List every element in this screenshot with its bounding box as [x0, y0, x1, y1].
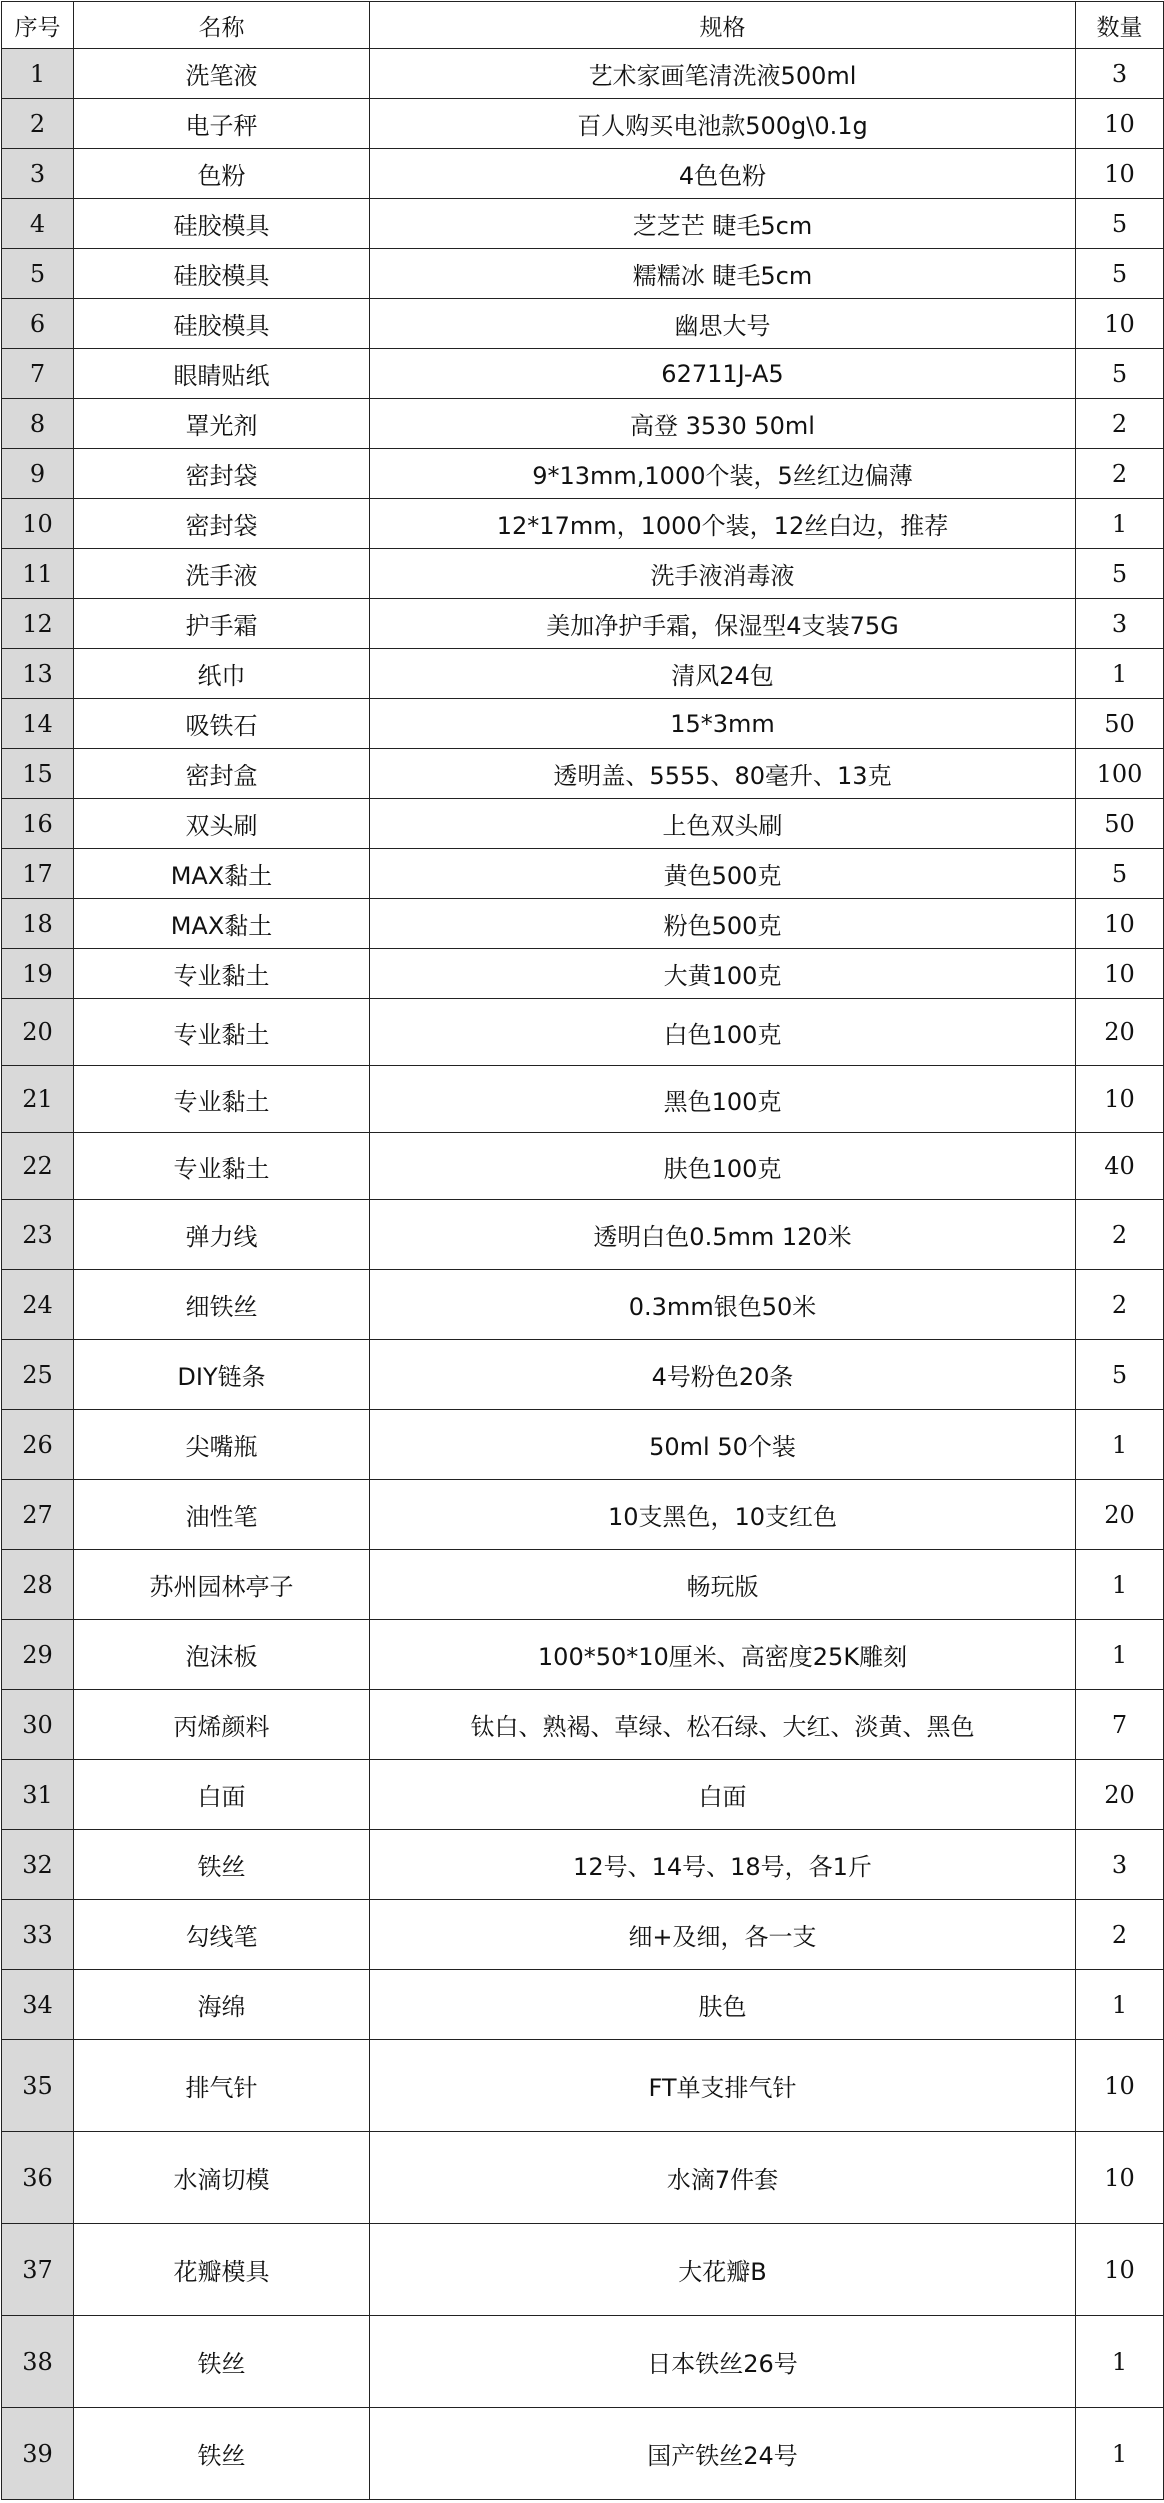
table-row — [2, 499, 1164, 549]
row-spec: 清风24包 — [370, 649, 1076, 699]
header-index: 序号 — [2, 2, 74, 49]
table-row — [2, 349, 1164, 399]
row-index: 2 — [2, 99, 74, 149]
table-row — [2, 299, 1164, 349]
row-index: 26 — [2, 1410, 74, 1480]
row-qty: 1 — [1076, 649, 1164, 699]
row-qty: 10 — [1076, 99, 1164, 149]
table-row — [2, 1200, 1164, 1270]
table-row — [2, 2132, 1164, 2224]
table-row — [2, 649, 1164, 699]
row-index: 34 — [2, 1970, 74, 2040]
row-index: 30 — [2, 1690, 74, 1760]
row-index: 13 — [2, 649, 74, 699]
table-row — [2, 1480, 1164, 1550]
row-name: 洗手液 — [74, 549, 370, 599]
row-name: 硅胶模具 — [74, 199, 370, 249]
row-name: 苏州园林亭子 — [74, 1550, 370, 1620]
row-name: 海绵 — [74, 1970, 370, 2040]
row-spec: 水滴7件套 — [370, 2132, 1076, 2224]
row-spec: 大花瓣B — [370, 2224, 1076, 2316]
row-qty: 10 — [1076, 1066, 1164, 1133]
row-name: 铁丝 — [74, 1830, 370, 1900]
row-spec: 10支黑色，10支红色 — [370, 1480, 1076, 1550]
row-name: 罩光剂 — [74, 399, 370, 449]
row-spec: 100*50*10厘米、高密度25K雕刻 — [370, 1620, 1076, 1690]
row-name: 尖嘴瓶 — [74, 1410, 370, 1480]
row-name: 硅胶模具 — [74, 249, 370, 299]
row-qty: 3 — [1076, 599, 1164, 649]
table-row — [2, 2408, 1164, 2500]
row-spec: 糯糯冰 睫毛5cm — [370, 249, 1076, 299]
table-row — [2, 999, 1164, 1066]
table-row — [2, 1690, 1164, 1760]
row-name: 泡沫板 — [74, 1620, 370, 1690]
row-spec: 美加净护手霜，保湿型4支装75G — [370, 599, 1076, 649]
row-qty: 10 — [1076, 2040, 1164, 2132]
row-qty: 10 — [1076, 899, 1164, 949]
row-index: 7 — [2, 349, 74, 399]
row-spec: 12号、14号、18号，各1斤 — [370, 1830, 1076, 1900]
row-index: 22 — [2, 1133, 74, 1200]
header-qty: 数量 — [1076, 2, 1164, 49]
row-name: 密封袋 — [74, 449, 370, 499]
table-row — [2, 399, 1164, 449]
row-spec: 上色双头刷 — [370, 799, 1076, 849]
row-spec: 畅玩版 — [370, 1550, 1076, 1620]
row-spec: 62711J-A5 — [370, 349, 1076, 399]
row-qty: 2 — [1076, 1900, 1164, 1970]
row-spec: 幽思大号 — [370, 299, 1076, 349]
row-spec: 肤色100克 — [370, 1133, 1076, 1200]
row-index: 38 — [2, 2316, 74, 2408]
table-row — [2, 1340, 1164, 1410]
row-index: 36 — [2, 2132, 74, 2224]
row-index: 21 — [2, 1066, 74, 1133]
row-spec: 透明盖、5555、80毫升、13克 — [370, 749, 1076, 799]
row-name: 专业黏土 — [74, 1066, 370, 1133]
row-qty: 10 — [1076, 2224, 1164, 2316]
row-qty: 100 — [1076, 749, 1164, 799]
row-index: 37 — [2, 2224, 74, 2316]
row-name: 电子秤 — [74, 99, 370, 149]
table-row — [2, 899, 1164, 949]
row-index: 18 — [2, 899, 74, 949]
row-name: 花瓣模具 — [74, 2224, 370, 2316]
row-qty: 5 — [1076, 199, 1164, 249]
row-name: 双头刷 — [74, 799, 370, 849]
row-spec: 洗手液消毒液 — [370, 549, 1076, 599]
row-qty: 5 — [1076, 549, 1164, 599]
row-spec: 15*3mm — [370, 699, 1076, 749]
table-row — [2, 599, 1164, 649]
row-qty: 10 — [1076, 149, 1164, 199]
row-qty: 40 — [1076, 1133, 1164, 1200]
row-spec: 粉色500克 — [370, 899, 1076, 949]
row-index: 6 — [2, 299, 74, 349]
row-spec: 透明白色0.5mm 120米 — [370, 1200, 1076, 1270]
row-qty: 2 — [1076, 1200, 1164, 1270]
row-qty: 2 — [1076, 449, 1164, 499]
row-spec: 黑色100克 — [370, 1066, 1076, 1133]
row-name: 护手霜 — [74, 599, 370, 649]
row-index: 5 — [2, 249, 74, 299]
row-qty: 20 — [1076, 999, 1164, 1066]
row-index: 39 — [2, 2408, 74, 2500]
row-spec: 芝芝芒 睫毛5cm — [370, 199, 1076, 249]
row-index: 9 — [2, 449, 74, 499]
table-row — [2, 49, 1164, 99]
row-index: 12 — [2, 599, 74, 649]
row-spec: 钛白、熟褐、草绿、松石绿、大红、淡黄、黑色 — [370, 1690, 1076, 1760]
row-index: 16 — [2, 799, 74, 849]
table-row — [2, 549, 1164, 599]
row-qty: 1 — [1076, 1550, 1164, 1620]
row-index: 23 — [2, 1200, 74, 1270]
row-index: 1 — [2, 49, 74, 99]
row-qty: 1 — [1076, 1410, 1164, 1480]
row-spec: 白色100克 — [370, 999, 1076, 1066]
header-name: 名称 — [74, 2, 370, 49]
row-spec: 日本铁丝26号 — [370, 2316, 1076, 2408]
table-row — [2, 1620, 1164, 1690]
table-row — [2, 699, 1164, 749]
table-row — [2, 1970, 1164, 2040]
row-spec: 大黄100克 — [370, 949, 1076, 999]
row-name: 铁丝 — [74, 2408, 370, 2500]
row-qty: 3 — [1076, 1830, 1164, 1900]
row-name: 密封盒 — [74, 749, 370, 799]
row-name: 勾线笔 — [74, 1900, 370, 1970]
row-spec: 高登 3530 50ml — [370, 399, 1076, 449]
row-index: 11 — [2, 549, 74, 599]
row-qty: 1 — [1076, 1620, 1164, 1690]
row-qty: 10 — [1076, 2132, 1164, 2224]
row-qty: 20 — [1076, 1480, 1164, 1550]
row-name: 吸铁石 — [74, 699, 370, 749]
row-qty: 50 — [1076, 799, 1164, 849]
row-name: 洗笔液 — [74, 49, 370, 99]
row-name: 专业黏土 — [74, 999, 370, 1066]
row-name: 密封袋 — [74, 499, 370, 549]
row-qty: 10 — [1076, 949, 1164, 999]
row-spec: 艺术家画笔清洗液500ml — [370, 49, 1076, 99]
row-name: 眼睛贴纸 — [74, 349, 370, 399]
table-row — [2, 149, 1164, 199]
row-qty: 2 — [1076, 399, 1164, 449]
supply-list-table — [1, 1, 1164, 2500]
row-index: 31 — [2, 1760, 74, 1830]
row-qty: 1 — [1076, 1970, 1164, 2040]
header-row — [2, 2, 1164, 49]
row-index: 35 — [2, 2040, 74, 2132]
row-spec: 肤色 — [370, 1970, 1076, 2040]
row-index: 8 — [2, 399, 74, 449]
row-qty: 2 — [1076, 1270, 1164, 1340]
table-row — [2, 949, 1164, 999]
row-name: MAX黏土 — [74, 849, 370, 899]
row-index: 25 — [2, 1340, 74, 1410]
row-qty: 1 — [1076, 499, 1164, 549]
table-row — [2, 1900, 1164, 1970]
row-spec: 细+及细，各一支 — [370, 1900, 1076, 1970]
row-qty: 1 — [1076, 2408, 1164, 2500]
row-qty: 5 — [1076, 249, 1164, 299]
row-spec: 4色色粉 — [370, 149, 1076, 199]
row-name: 色粉 — [74, 149, 370, 199]
row-qty: 1 — [1076, 2316, 1164, 2408]
row-index: 15 — [2, 749, 74, 799]
row-qty: 10 — [1076, 299, 1164, 349]
row-spec: 4号粉色20条 — [370, 1340, 1076, 1410]
table-row — [2, 449, 1164, 499]
row-qty: 5 — [1076, 849, 1164, 899]
row-name: 硅胶模具 — [74, 299, 370, 349]
row-spec: 国产铁丝24号 — [370, 2408, 1076, 2500]
row-qty: 50 — [1076, 699, 1164, 749]
row-name: 油性笔 — [74, 1480, 370, 1550]
table-row — [2, 2316, 1164, 2408]
table-row — [2, 99, 1164, 149]
table-row — [2, 1760, 1164, 1830]
table-row — [2, 749, 1164, 799]
table-body — [2, 49, 1164, 2500]
row-spec: 白面 — [370, 1760, 1076, 1830]
row-name: 细铁丝 — [74, 1270, 370, 1340]
row-spec: 百人购买电池款500g\0.1g — [370, 99, 1076, 149]
table-row — [2, 1830, 1164, 1900]
row-index: 29 — [2, 1620, 74, 1690]
table-row — [2, 249, 1164, 299]
table-row — [2, 1270, 1164, 1340]
row-index: 14 — [2, 699, 74, 749]
row-index: 20 — [2, 999, 74, 1066]
table-row — [2, 849, 1164, 899]
row-qty: 20 — [1076, 1760, 1164, 1830]
row-name: 白面 — [74, 1760, 370, 1830]
row-spec: 50ml 50个装 — [370, 1410, 1076, 1480]
row-index: 27 — [2, 1480, 74, 1550]
row-name: 专业黏土 — [74, 949, 370, 999]
row-index: 19 — [2, 949, 74, 999]
row-name: 铁丝 — [74, 2316, 370, 2408]
row-qty: 5 — [1076, 1340, 1164, 1410]
table-row — [2, 199, 1164, 249]
row-spec: 0.3mm银色50米 — [370, 1270, 1076, 1340]
table-row — [2, 2040, 1164, 2132]
row-name: 弹力线 — [74, 1200, 370, 1270]
table-row — [2, 1066, 1164, 1133]
header-spec: 规格 — [370, 2, 1076, 49]
table-row — [2, 1550, 1164, 1620]
row-spec: 9*13mm,1000个装，5丝红边偏薄 — [370, 449, 1076, 499]
row-spec: FT单支排气针 — [370, 2040, 1076, 2132]
row-index: 33 — [2, 1900, 74, 1970]
row-index: 32 — [2, 1830, 74, 1900]
row-name: MAX黏土 — [74, 899, 370, 949]
row-qty: 3 — [1076, 49, 1164, 99]
row-name: DIY链条 — [74, 1340, 370, 1410]
table-row — [2, 799, 1164, 849]
row-spec: 黄色500克 — [370, 849, 1076, 899]
row-index: 17 — [2, 849, 74, 899]
table-row — [2, 2224, 1164, 2316]
row-index: 10 — [2, 499, 74, 549]
row-index: 28 — [2, 1550, 74, 1620]
row-name: 纸巾 — [74, 649, 370, 699]
row-qty: 7 — [1076, 1690, 1164, 1760]
row-index: 4 — [2, 199, 74, 249]
row-qty: 5 — [1076, 349, 1164, 399]
row-name: 排气针 — [74, 2040, 370, 2132]
row-index: 3 — [2, 149, 74, 199]
table-row — [2, 1410, 1164, 1480]
row-index: 24 — [2, 1270, 74, 1340]
row-name: 丙烯颜料 — [74, 1690, 370, 1760]
table-row — [2, 1133, 1164, 1200]
row-name: 水滴切模 — [74, 2132, 370, 2224]
row-spec: 12*17mm，1000个装，12丝白边，推荐 — [370, 499, 1076, 549]
row-name: 专业黏土 — [74, 1133, 370, 1200]
